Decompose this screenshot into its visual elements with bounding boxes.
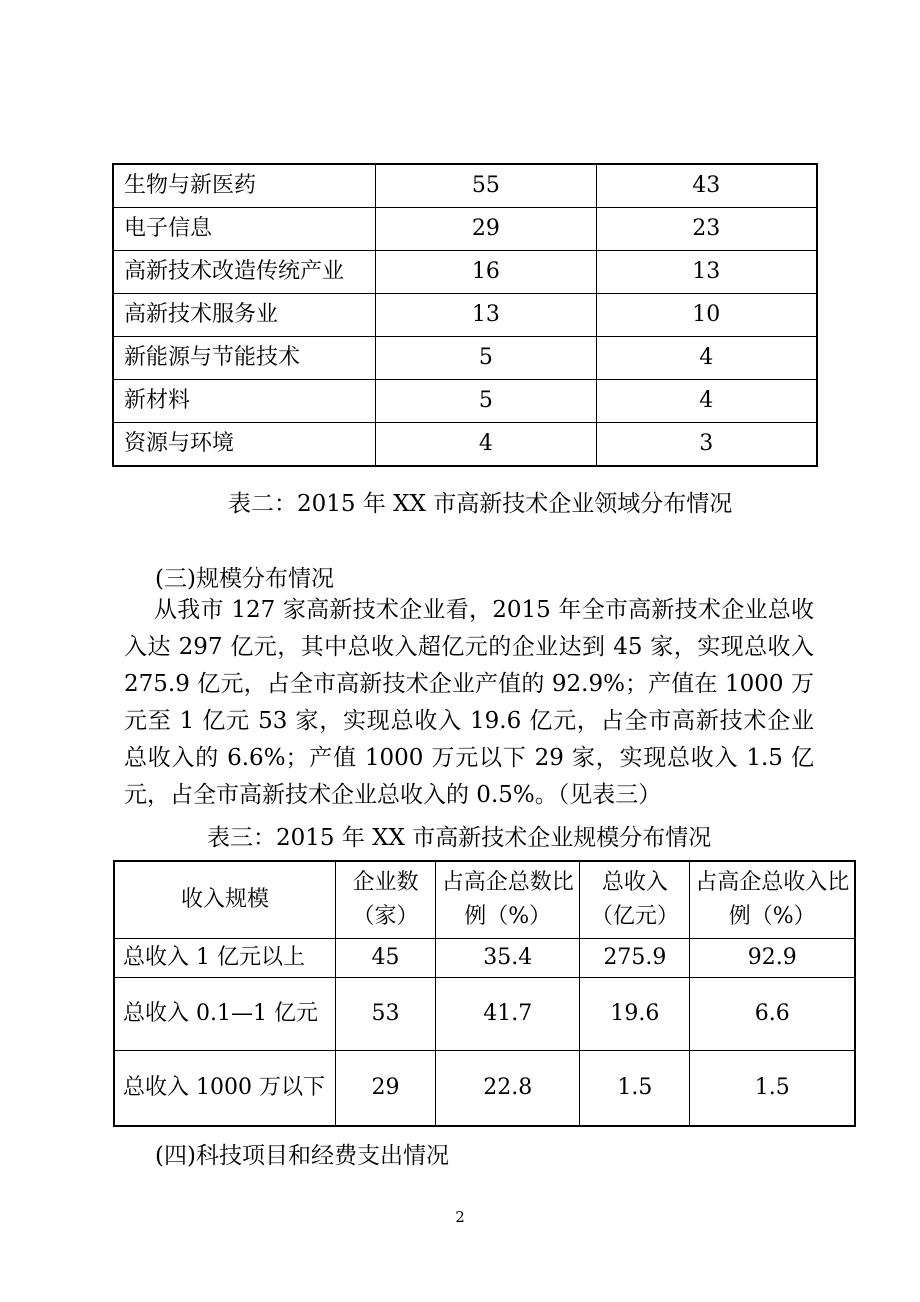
- field-name: 高新技术改造传统产业: [113, 251, 376, 294]
- row-count: 29: [336, 1051, 436, 1127]
- table-row: [113, 251, 817, 294]
- row-income: 275.9: [580, 939, 690, 978]
- page-number: 2: [455, 1208, 465, 1226]
- field-value-1: 5: [376, 337, 596, 380]
- header-count-ratio: 占高企总数比例（%）: [436, 861, 580, 939]
- table-row: [113, 380, 817, 423]
- table-row: [114, 1051, 855, 1127]
- row-count-ratio: 41.7: [436, 978, 580, 1051]
- field-value-2: 43: [596, 164, 817, 208]
- header-income-scale: 收入规模: [114, 861, 336, 939]
- field-name: 新能源与节能技术: [113, 337, 376, 380]
- table-row: [114, 939, 855, 978]
- field-value-2: 3: [596, 423, 817, 467]
- row-label: 总收入 1 亿元以上: [114, 939, 336, 978]
- header-company-count: 企业数（家）: [336, 861, 436, 939]
- section4-heading: (四)科技项目和经费支出情况: [155, 1143, 449, 1169]
- table-row: [113, 423, 817, 467]
- field-value-2: 13: [596, 251, 817, 294]
- field-name: 电子信息: [113, 208, 376, 251]
- field-value-1: 5: [376, 380, 596, 423]
- row-income-ratio: 92.9: [690, 939, 855, 978]
- field-value-2: 23: [596, 208, 817, 251]
- field-value-2: 4: [596, 337, 817, 380]
- field-name: 生物与新医药: [113, 164, 376, 208]
- table-header-row: [114, 861, 855, 939]
- table-row: [114, 978, 855, 1051]
- row-count: 45: [336, 939, 436, 978]
- section3-heading: (三)规模分布情况: [155, 566, 334, 592]
- table-row: [113, 164, 817, 208]
- row-label: 总收入 1000 万以下: [114, 1051, 336, 1127]
- table-row: [113, 294, 817, 337]
- table-row: [113, 208, 817, 251]
- scale-distribution-table: [113, 860, 856, 1127]
- field-value-1: 55: [376, 164, 596, 208]
- field-value-2: 10: [596, 294, 817, 337]
- field-name: 高新技术服务业: [113, 294, 376, 337]
- field-value-1: 29: [376, 208, 596, 251]
- row-label: 总收入 0.1—1 亿元: [114, 978, 336, 1051]
- row-count-ratio: 35.4: [436, 939, 580, 978]
- section3-paragraph: 从我市 127 家高新技术企业看，2015 年全市高新技术企业总收入达 297 亿元，其中总收入超亿元的企业达到 45 家，实现总收入 275.9 亿元，占全市高新技术企业产值的 92.9%；产值在 1000 万元至 1 亿元 53 家，实现总收入 19.6 亿元，占全市高新技术企业总收入的 6.6%；产值 1000 万元以下 29 家，实现总收入 1.5 亿元，占全市高新技术企业总收入的 0.5%。（见表三）: [124, 597, 814, 808]
- row-income: 1.5: [580, 1051, 690, 1127]
- field-name: 新材料: [113, 380, 376, 423]
- field-value-1: 4: [376, 423, 596, 467]
- row-income-ratio: 6.6: [690, 978, 855, 1051]
- field-value-1: 16: [376, 251, 596, 294]
- field-name: 资源与环境: [113, 423, 376, 467]
- field-value-1: 13: [376, 294, 596, 337]
- table3-caption: 表三：2015 年 XX 市高新技术企业规模分布情况: [207, 825, 712, 851]
- table2-caption: 表二：2015 年 XX 市高新技术企业领域分布情况: [228, 491, 733, 517]
- row-count: 53: [336, 978, 436, 1051]
- row-count-ratio: 22.8: [436, 1051, 580, 1127]
- field-value-2: 4: [596, 380, 817, 423]
- row-income-ratio: 1.5: [690, 1051, 855, 1127]
- table-row: [113, 337, 817, 380]
- row-income: 19.6: [580, 978, 690, 1051]
- header-income-ratio: 占高企总收入比例（%）: [690, 861, 855, 939]
- header-total-income: 总收入（亿元）: [580, 861, 690, 939]
- field-distribution-table: [112, 163, 818, 467]
